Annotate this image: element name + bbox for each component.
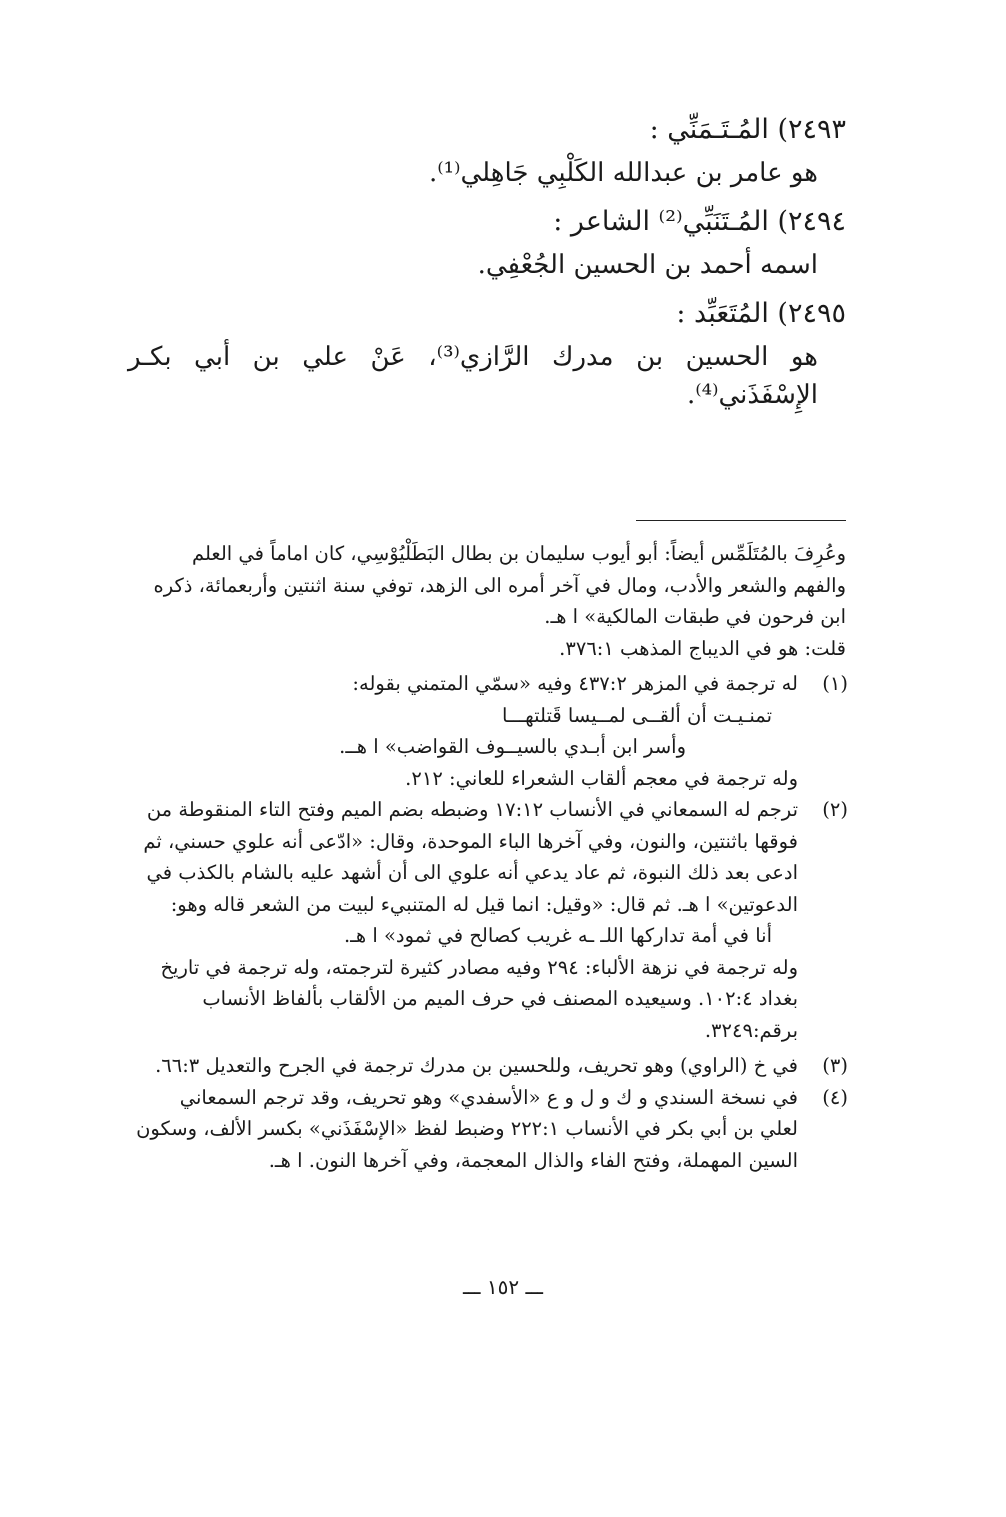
footnote-1 xyxy=(131,668,846,794)
footnote-line: له ترجمة في المزهر ٤٣٧:٢ وفيه «سمّي المتمني بقوله: xyxy=(352,672,798,695)
entries xyxy=(126,110,846,414)
footnotes xyxy=(131,538,846,1176)
footnote-line: السين المهملة، وفتح الفاء والذال المعجمة، وفي آخرها النون. ا هـ. xyxy=(268,1148,798,1172)
footnote-line: وله ترجمة في معجم ألقاب الشعراء للعاني: ٢١٢. xyxy=(405,766,798,790)
footnote-number: (١) xyxy=(822,672,848,695)
entry-body: اسمه أحمد بن الحسين الجُعْفِي. xyxy=(477,250,818,280)
footnote-line: ادعى بعد ذلك النبوة، ثم عاد يدعي أنه علوي الى أن أشهد عليه بالشام بالكذب في xyxy=(146,861,798,884)
footnote-2 xyxy=(131,794,846,1046)
footnote-line: قلت: هو في الديباج المذهب ٣٧٦:١. xyxy=(559,636,846,660)
footnote-line: وعُرِفَ بالمُتَلَمِّس أيضاً: أبو أيوب سليمان بن بطال البَطَلْيُوْسِي، كان اماماً في العلم xyxy=(192,542,846,565)
verse-line: تمنـيـت أن ألقــى لمــيسا قَتلتهـــا xyxy=(502,703,772,727)
footnote-line: بغداد ١٠٢:٤. وسيعيده المصنف في حرف الميم من الألقاب بألفاظ الأنساب xyxy=(202,987,798,1010)
footnote-line: برقم:٣٢٤٩. xyxy=(704,1018,798,1042)
entry-body: هو عامر بن عبدالله الكَلْبِي جَاهِلي⁽¹⁾. xyxy=(429,158,818,188)
entry-heading: ٢٤٩٣) المُـتَـمَنِّي : xyxy=(649,114,846,145)
verse-line: أنا في أمة تداركها اللـ ـه غريب كصالح في ثمود» ا هـ. xyxy=(343,924,772,947)
footnote-line: في خ (الراوي) وهو تحريف، وللحسين بن مدرك ترجمة في الجرح والتعديل ٦٦:٣. xyxy=(155,1054,798,1077)
entry-heading: ٢٤٩٥) المُتَعَبِّد : xyxy=(676,298,846,329)
footnote-line: فوقها باثنتين، والنون، وفي آخرها الباء الموحدة، وقال: «ادّعى أنه علوي حسني، ثم xyxy=(143,829,798,853)
entry-body: هو الحسين بن مدرك الرَّازي⁽³⁾، عَنْ علي بن أبي بكـر الإِسْفَذَني⁽⁴⁾. xyxy=(128,342,818,410)
footnote-line: والفهم والشعر والأدب، ومال في آخر أمره الى الزهد، توفي سنة اثنتين وأربعمائة، ذكره xyxy=(153,573,846,597)
footnote-line: لعلي بن أبي بكر في الأنساب ٢٢٢:١ وضبط لفظ «الإسْفَذَني» بكسر الألف، وسكون xyxy=(136,1117,798,1140)
footnote-4 xyxy=(131,1082,846,1177)
footnote-separator xyxy=(636,520,846,521)
footnote-number: (٢) xyxy=(822,798,848,821)
footnote-number: (٤) xyxy=(822,1085,848,1109)
entry-heading: ٢٤٩٤) المُـتَنَبِّي⁽²⁾ الشاعر : xyxy=(553,206,846,237)
footnote-line: ترجم له السمعاني في الأنساب ١٧:١٢ وضبطه بضم الميم وفتح التاء المنقوطة من xyxy=(146,798,798,821)
footnote-line: في نسخة السندي و ك و ل و ع «الأسفدي» وهو تحريف، وقد ترجم السمعاني xyxy=(179,1085,798,1109)
verse-line: وأسر ابن أبـدي بالسيــوف القواضب» ا هــ. xyxy=(339,735,686,758)
footnote-3 xyxy=(131,1050,846,1082)
footnote-line: الدعوتين» ا هـ. ثم قال: «وقيل: انما قيل له المتنبيء لبيت من الشعر قاله وهو: xyxy=(170,892,798,916)
footnote-line: وله ترجمة في نزهة الألباء: ٢٩٤ وفيه مصادر كثيرة لترجمته، وله ترجمة في تاريخ xyxy=(160,955,798,979)
footnote-line: ابن فرحون في طبقات المالكية» ا هـ. xyxy=(544,605,846,628)
page-number: ـــ ١٥٢ ـــ xyxy=(462,1275,544,1299)
footnote-number: (٣) xyxy=(822,1054,848,1077)
